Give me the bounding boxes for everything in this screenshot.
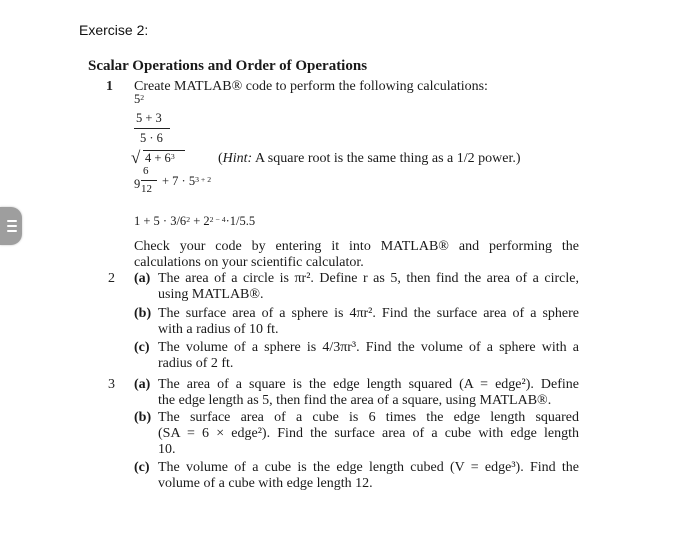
expression-5: $1 + 5 \cdot 3/6^2 + 2^{2 - 4}\cdot 1/5.5$ (134, 214, 256, 228)
part-text-line: The surface area of a cube is 6 times the edge length squared (158, 410, 579, 425)
part-label: (a) (134, 377, 151, 392)
expr2-numerator: 5 + 3 (136, 111, 162, 125)
part-text-line: The volume of a sphere is 4/3πr³. Find the volume of a sphere with a (158, 340, 579, 355)
problem-number: 1 (106, 79, 113, 94)
expr3-radicand: $4 + 6^3$ (145, 151, 175, 165)
problem-number: 2 (108, 271, 115, 286)
expression-1 (134, 92, 144, 107)
check-instructions-line: calculations on your scientific calculator. (134, 255, 364, 270)
check-instructions-line: Check your code by entering it into MATLAB® and performing the (134, 239, 579, 254)
fraction-bar (141, 180, 157, 181)
problem-number: 3 (108, 377, 115, 392)
side-panel-handle[interactable] (0, 207, 22, 245)
part-text-line: 10. (158, 442, 176, 457)
expr1-base: 5 (134, 92, 141, 106)
part-text-line: (SA = 6 × edge²). Find the surface area of a cube with edge length (158, 426, 579, 441)
part-text-line: radius of 2 ft. (158, 356, 234, 371)
fraction-bar (134, 128, 170, 129)
part-label: (c) (134, 340, 150, 355)
hint-text: (Hint: A square root is the same thing as a 1/2 power.) (218, 151, 521, 166)
part-label: (b) (134, 410, 152, 425)
part-label: (c) (134, 460, 150, 475)
part-text-line: volume of a cube with edge length 12. (158, 476, 373, 491)
part-label: (a) (134, 271, 151, 286)
section-title: Scalar Operations and Order of Operations (88, 58, 368, 74)
part-label: (b) (134, 306, 152, 321)
part-text-line: the edge length as 5, then find the area of a square, using MATLAB®. (158, 393, 552, 408)
handle-grip-line (7, 230, 17, 232)
expr4-rest: + $7 \cdot 5^{3 + 2}$ (162, 174, 212, 188)
part-text-line: with a radius of 10 ft. (158, 322, 279, 337)
expr2-denominator: 5 · 6 (140, 131, 163, 145)
part-text-line: using MATLAB®. (158, 287, 264, 302)
handle-grip-line (7, 220, 17, 222)
part-text-line: The area of a circle is πr². Define r as 5, then find the area of a circle, (158, 271, 579, 286)
exercise-heading: Exercise 2: (79, 22, 149, 38)
part-text-line: The surface area of a sphere is 4πr². Find the surface area of a sphere (158, 306, 579, 321)
expr4-numerator: 6 (143, 165, 149, 177)
handle-grip-line (7, 225, 17, 227)
expr1-exponent: 2 (140, 93, 145, 103)
expr4-whole: 9 (134, 177, 141, 191)
part-text-line: The volume of a cube is the edge length cubed (V = edge³). Find the (158, 460, 579, 475)
expr4-denominator: 12 (141, 183, 152, 195)
problem1-intro: Create MATLAB® code to perform the following calculations: (134, 79, 488, 94)
sqrt-sign: √ (131, 148, 141, 167)
part-text-line: The area of a square is the edge length squared (A = edge²). Define (158, 377, 579, 392)
